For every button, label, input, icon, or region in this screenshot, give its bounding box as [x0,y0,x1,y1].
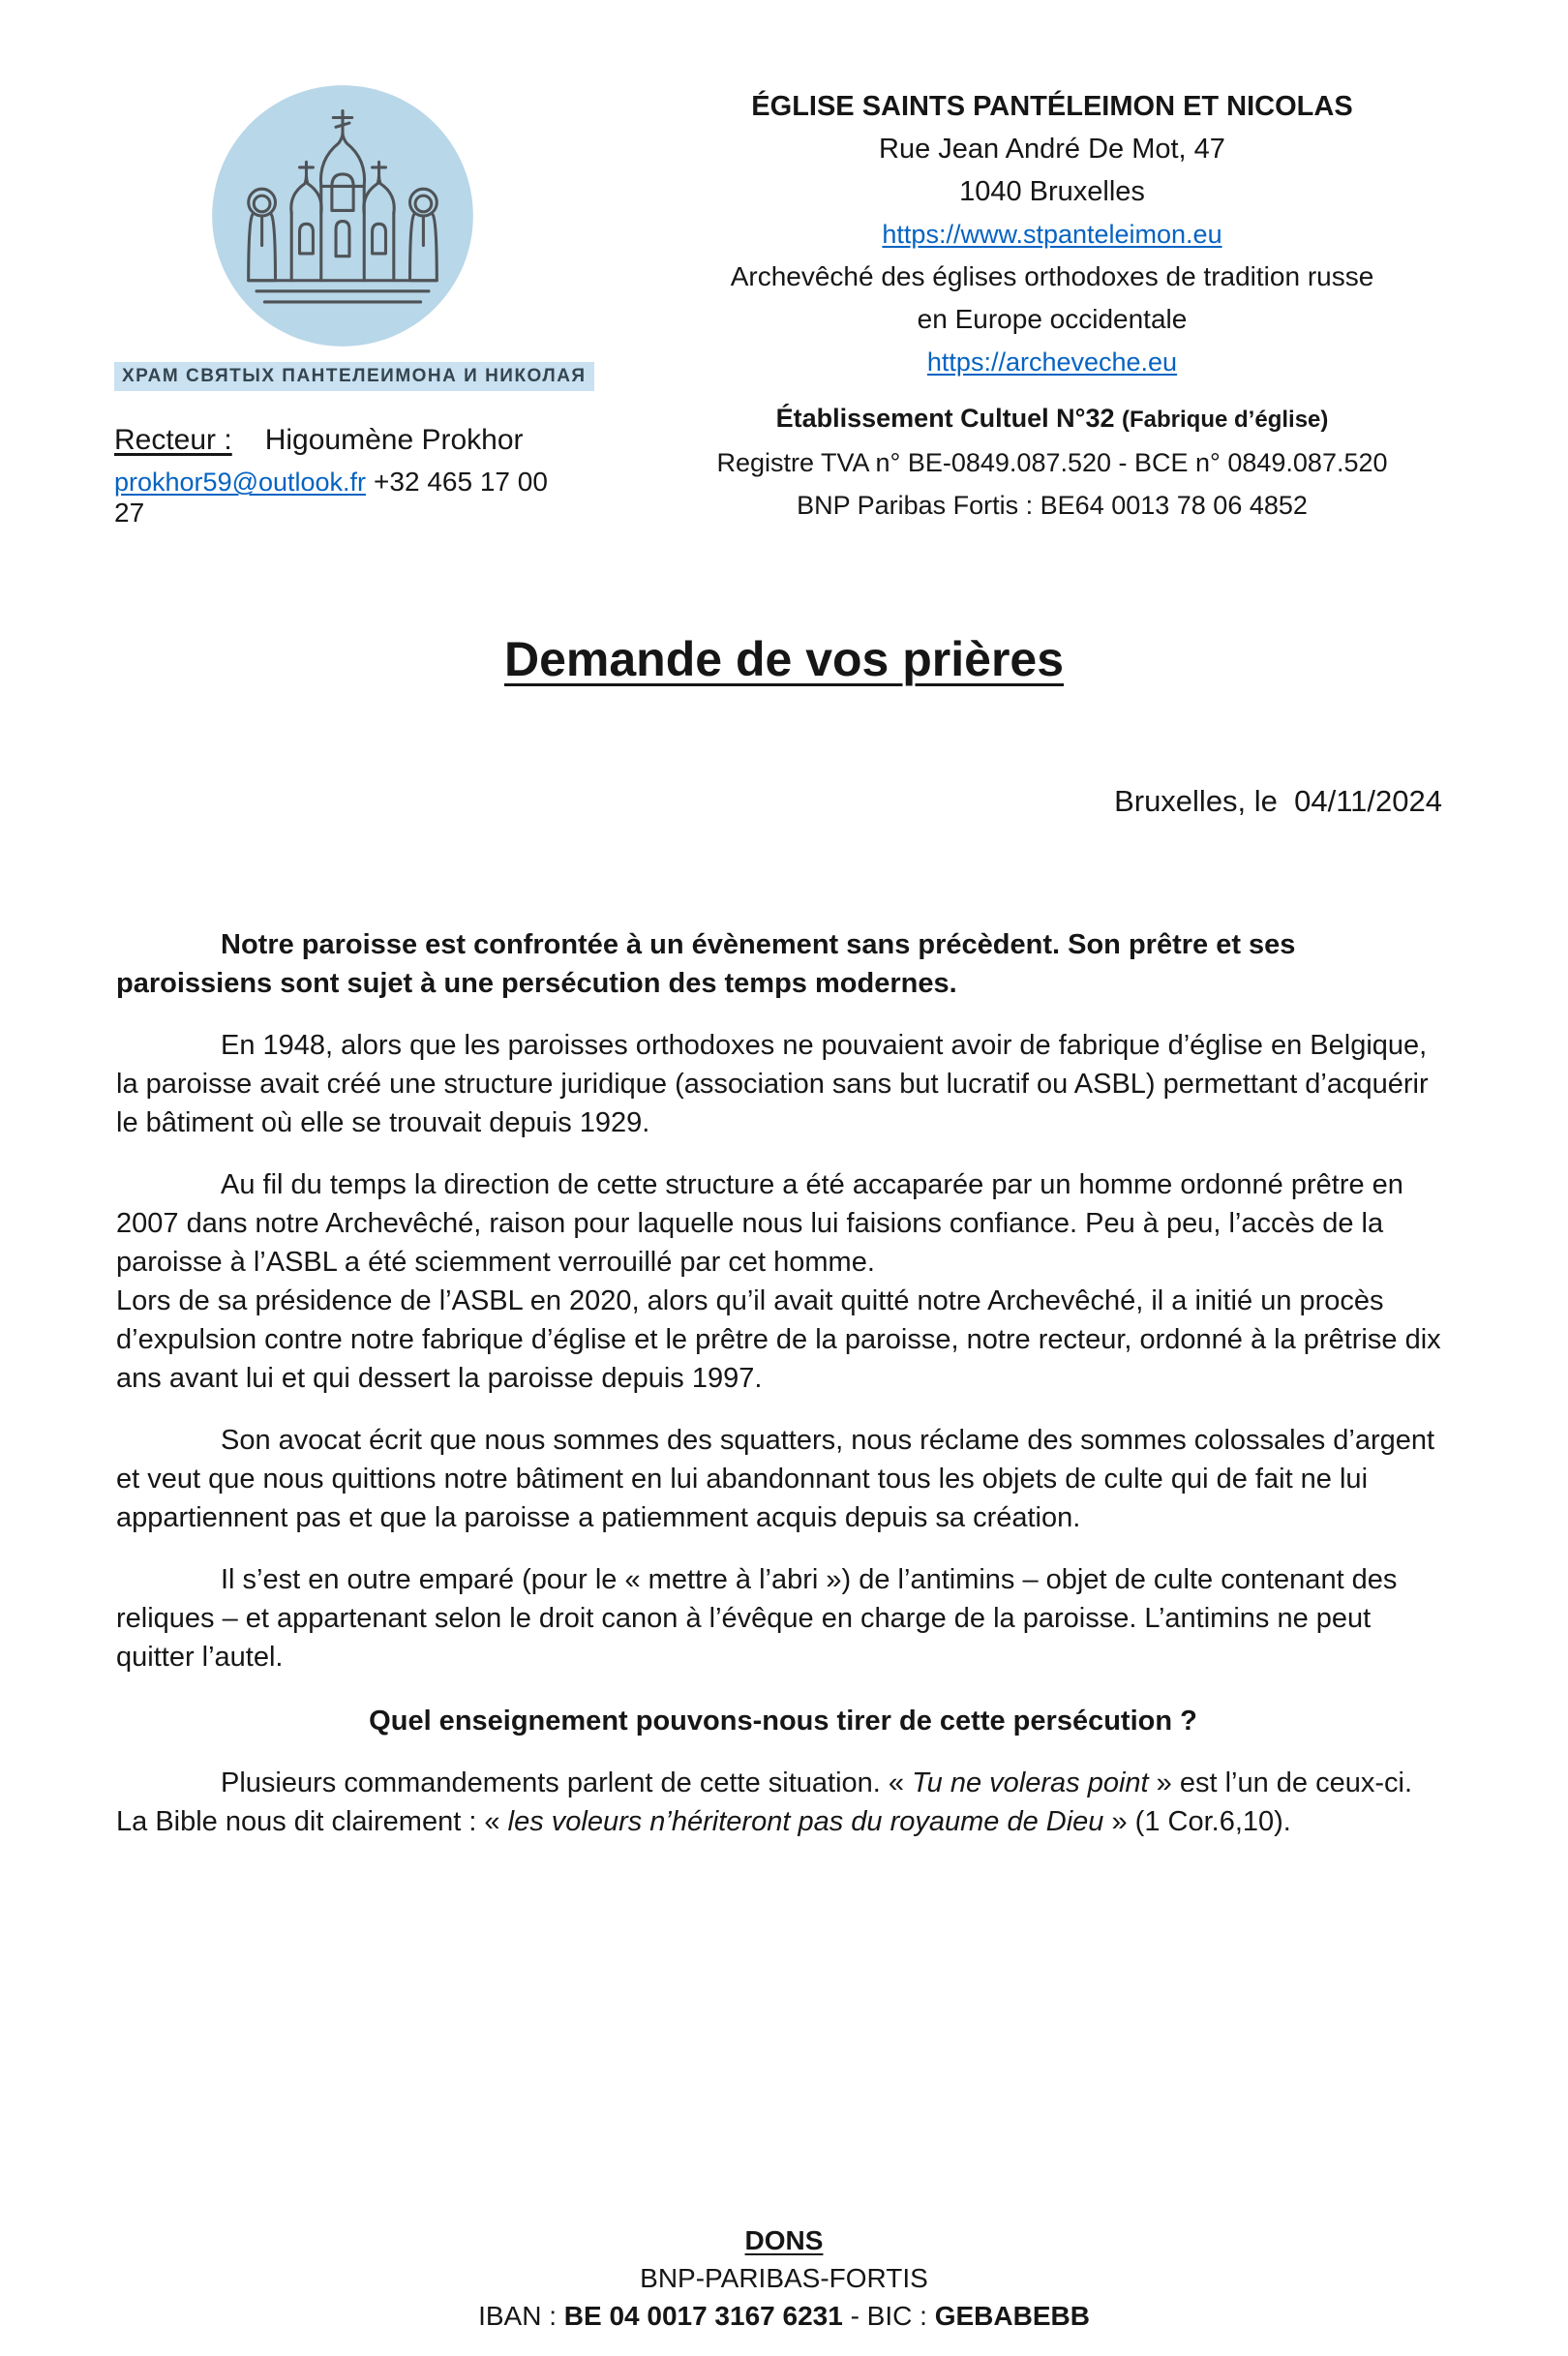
letter-body [0,925,1568,1841]
letterhead [0,0,1568,529]
rector-name: Higoumène Prokhor [264,424,524,456]
paragraph-antimins: Il s’est en outre emparé (pour le « mettre à l’abri ») de l’antimins – objet de culte contenant des reliques – et appartenant selon le droit canon à l’évêque en charge de la paroisse. L’antimins ne peut quitter l’autel. [116,1564,1398,1673]
establishment-title: Établissement Cultuel N°32 [775,404,1123,433]
letter-title [0,631,1568,687]
registration-line: Registre TVA n° BE-0849.087.520 - BCE n° 0849.087.520 [716,448,1388,477]
church-name: ÉGLISE SAINTS PANTÉLEIMON ET NICOLAS [751,91,1353,122]
iban-line [0,2297,1568,2335]
paragraph-1948: En 1948, alors que les paroisses orthodoxes ne pouvaient avoir de fabrique d’église en Belgique, la paroisse avait créé une structure juridique (association sans but lucratif ou ASBL) permettant d’acquérir le bâtiment où elle se trouvait depuis 1929. [116,1030,1429,1138]
rector-contact-line [114,467,571,529]
rector-phone: +32 465 17 00 27 [114,467,548,528]
commandments-text-mid: » est l’un de ceux-ci. La Bible nous dit clairement : « [116,1767,1413,1837]
establishment-line [571,397,1533,441]
paragraph-lawsuit: Lors de sa présidence de l’ASBL en 2020, alors qu’il avait quitté notre Archevêché, il a initié un procès d’expulsion contre notre fabrique d’église et le prêtre de la paroisse, notre recteur, ordonné à la prêtrise dix ans avant lui et qui dessert la paroisse depuis 1997. [116,1285,1441,1394]
bible-quote-1: Tu ne voleras point [912,1767,1149,1798]
church-logo [208,81,477,350]
rector-email-link[interactable]: prokhor59@outlook.fr [114,468,367,497]
bible-quote-2: les voleurs n’hériteront pas du royaume de Dieu [507,1806,1104,1837]
archdiocese-line-2: en Europe occidentale [917,304,1188,334]
address-line-2: 1040 Bruxelles [959,176,1145,207]
rector-line [114,424,571,457]
archdiocese-line-1: Archevêché des églises orthodoxes de tradition russe [730,261,1374,291]
bank-account-line: BNP Paribas Fortis : BE64 0013 78 06 4852 [797,491,1308,520]
commandments-text-pre: Plusieurs commandements parlent de cette situation. « [221,1767,913,1798]
logo-caption-row [114,362,587,391]
iban-value: BE 04 0017 3167 6231 [563,2301,843,2331]
bic-label: - BIC : [842,2301,935,2331]
paragraph-lawyer: Son avocat écrit que nous sommes des squatters, nous réclame des sommes colossales d’argent et veut que nous quittions notre bâtiment en lui abandonnant tous les objets de culte qui de fait ne lui appartiennent pas et que la paroisse a patiemment acquis depuis sa création. [116,1425,1435,1533]
commandments-text-post: » (1 Cor.6,10). [1103,1806,1291,1837]
question-heading: Quel enseignement pouvons-nous tirer de cette persécution ? [369,1706,1197,1737]
paragraph-intro: Notre paroisse est confrontée à un évènement sans précèdent. Son prêtre et ses paroissiens sont sujet à une persécution des temps modernes. [116,929,1296,999]
archdiocese-website-link[interactable]: https://archeveche.eu [926,347,1178,377]
rector-label: Recteur : [114,424,232,456]
logo-caption: ХРАМ СВЯТЫХ ПАНТЕЛЕИМОНА И НИКОЛАЯ [114,362,594,391]
bic-value: GEBABEBB [934,2301,1090,2331]
footer-bank-name: BNP-PARIBAS-FORTIS [640,2263,928,2293]
donations-footer [0,2221,1568,2335]
letter-title-text: Demande de vos prières [503,632,1065,686]
paragraph-commandments [116,1764,1450,1841]
establishment-note: (Fabrique d’église) [1122,407,1329,433]
paragraph-takeover: Au fil du temps la direction de cette structure a été accaparée par un homme ordonné prêtre en 2007 dans notre Archevêché, raison pour laquelle nous lui faisions confiance. Peu à peu, l’accès de la paroisse à l’ASBL a été sciemment verrouillé par cet homme. [116,1169,1403,1278]
church-website-link[interactable]: https://www.stpanteleimon.eu [882,220,1222,249]
iban-label: IBAN : [478,2301,564,2331]
dateline: Bruxelles, le 04/11/2024 [1114,784,1442,818]
church-saints-icon [208,81,477,350]
address-line-1: Rue Jean André De Mot, 47 [879,134,1225,165]
letterhead-left [0,56,587,529]
dons-heading: DONS [744,2225,824,2255]
letterhead-right [571,56,1568,529]
